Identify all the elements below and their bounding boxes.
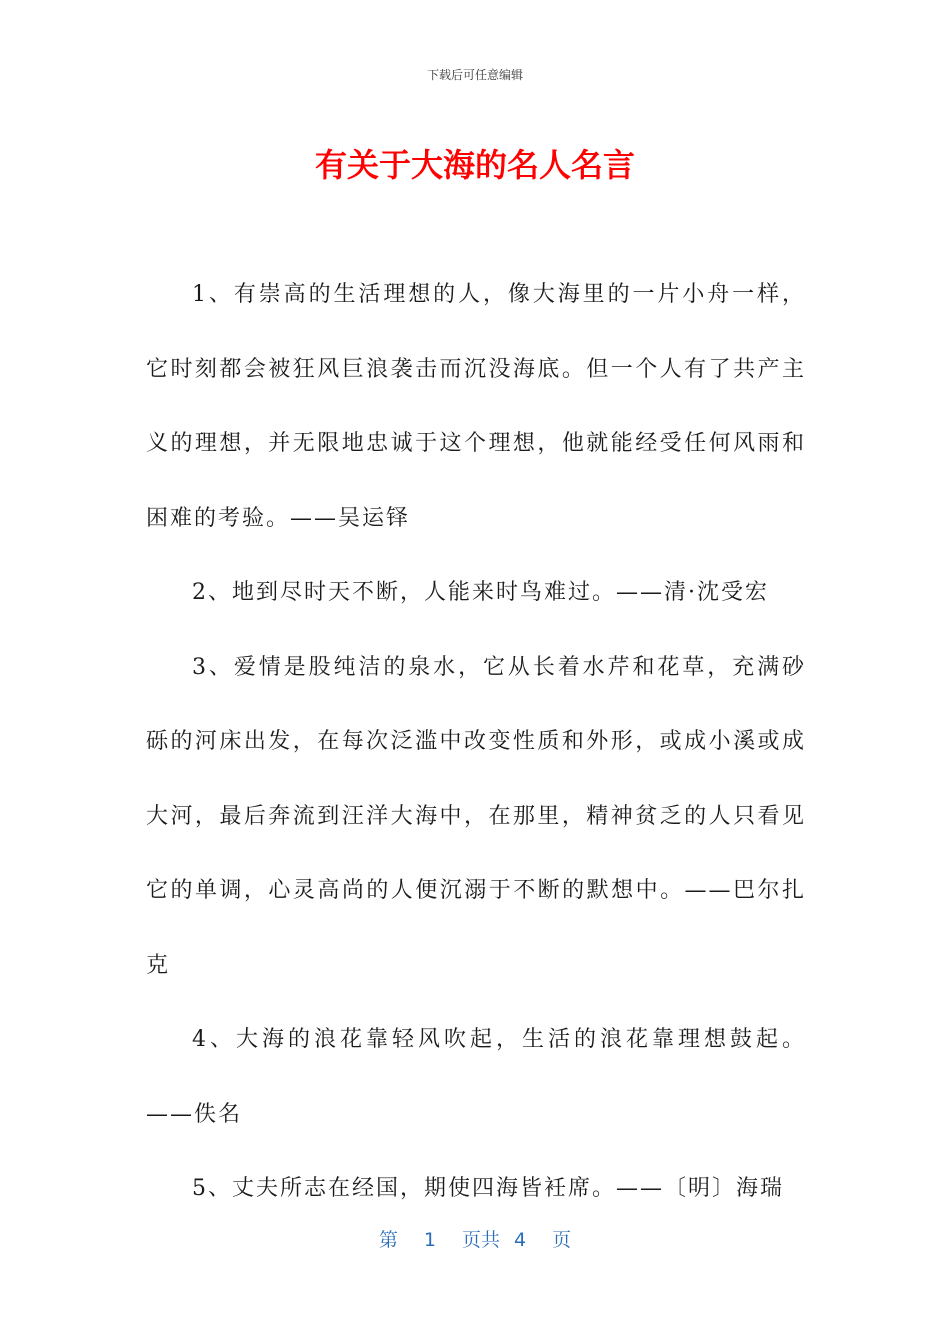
footer-total-pages: 4 [514, 1229, 527, 1251]
quote-item-4: 4、大海的浪花靠轻风吹起，生活的浪花靠理想鼓起。——佚名 [146, 1027, 806, 1127]
quote-item-5: 5、丈夫所志在经国，期使四海皆衽席。——〔明〕海瑞 [192, 1176, 784, 1201]
quote-item-2: 2、地到尽时天不断，人能来时鸟难过。——清·沈受宏 [192, 580, 769, 605]
footer-current-page: 1 [423, 1229, 436, 1251]
header-note: 下载后可任意编辑 [426, 68, 523, 82]
quote-list [146, 258, 806, 1227]
document-title: 有关于大海的名人名言 [314, 146, 635, 184]
footer-prefix: 第 [378, 1229, 398, 1251]
footer-suffix: 页 [552, 1229, 572, 1251]
page-footer [0, 1225, 950, 1252]
quote-item-1: 1、有崇高的生活理想的人，像大海里的一片小舟一样，它时刻都会被狂风巨浪袭击而沉没海底。但一个人有了共产主义的理想，并无限地忠诚于这个理想，他就能经受任何风雨和困难的考验。——吴运铎 [146, 282, 806, 531]
quote-item-3: 3、爱情是股纯洁的泉水，它从长着水芹和花草，充满砂砾的河床出发，在每次泛滥中改变性质和外形，或成小溪或成大河，最后奔流到汪洋大海中，在那里，精神贫乏的人只看见它的单调，心灵高尚的人便沉溺于不断的默想中。——巴尔扎克 [146, 654, 806, 978]
footer-middle: 页共 [461, 1229, 500, 1251]
